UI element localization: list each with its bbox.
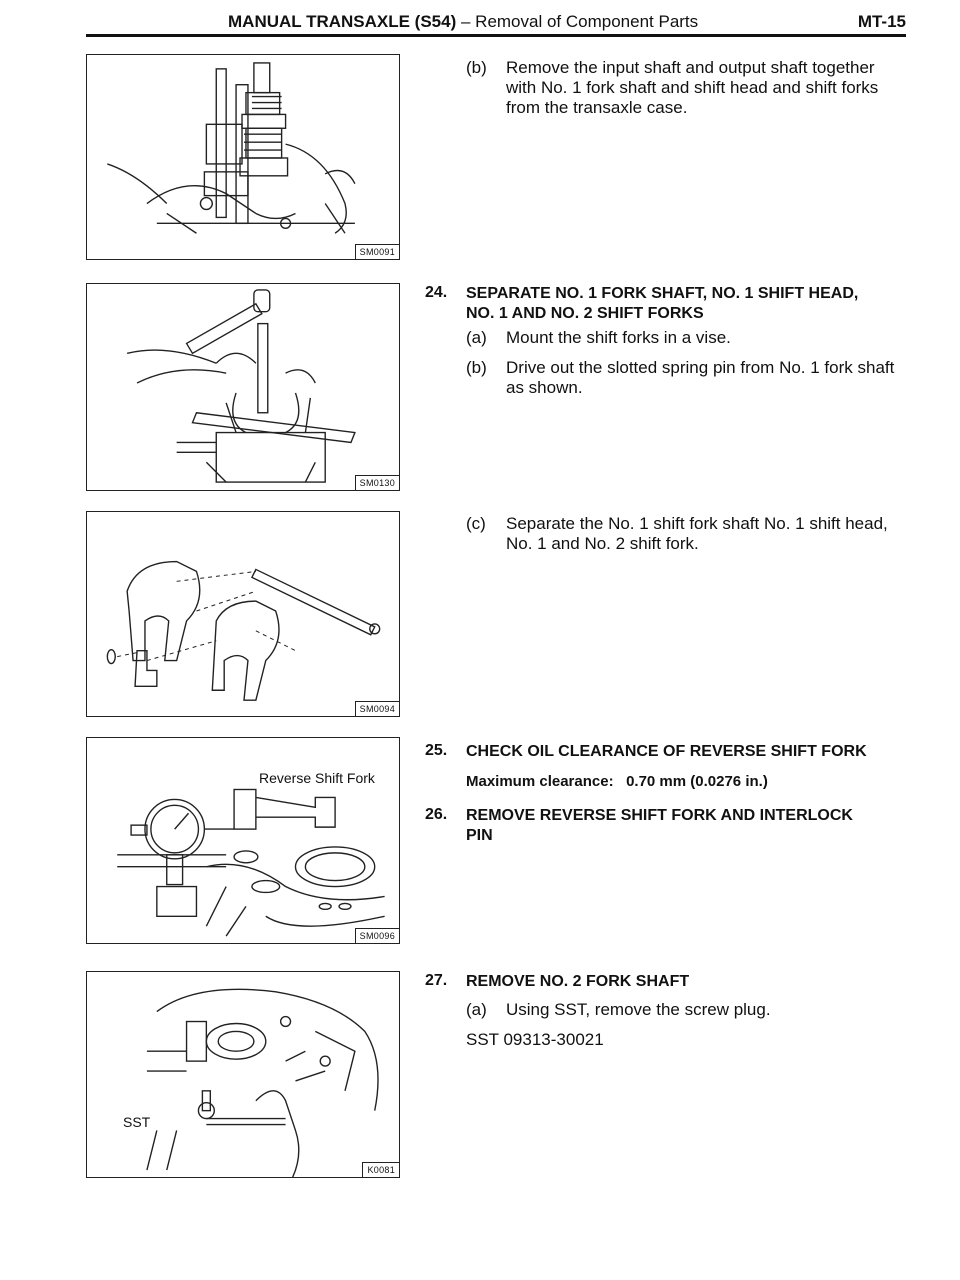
heading-line: REMOVE REVERSE SHIFT FORK AND INTERLOCK <box>466 807 853 824</box>
step-24-heading <box>466 284 916 324</box>
figure-reverse-fork-gauge <box>86 737 400 944</box>
shift-forks-vise-illustration <box>87 284 399 490</box>
figure-code: SM0096 <box>355 928 400 944</box>
sst-number: SST 09313-30021 <box>466 1030 604 1049</box>
step-25-heading: CHECK OIL CLEARANCE OF REVERSE SHIFT FORK <box>466 743 867 760</box>
step-26-number: 26. <box>425 806 448 823</box>
reverse-fork-gauge-illustration <box>87 738 399 943</box>
screw-plug-sst-illustration <box>87 972 399 1177</box>
step-24a-text: Mount the shift forks in a vise. <box>506 328 731 347</box>
figure-transaxle-shafts <box>86 54 400 260</box>
heading-line: SEPARATE NO. 1 FORK SHAFT, NO. 1 SHIFT HEAD, <box>466 285 859 302</box>
step-27-heading: REMOVE NO. 2 FORK SHAFT <box>466 973 690 990</box>
text-line: with No. 1 fork shaft and shift head and shift forks <box>506 78 879 97</box>
page-number: MT-15 <box>857 12 906 31</box>
figure-code: K0081 <box>362 1162 400 1178</box>
reverse-shift-fork-label: Reverse Shift Fork <box>259 770 375 786</box>
exploded-forks-illustration <box>87 512 399 716</box>
figure-screw-plug-sst <box>86 971 400 1178</box>
step-24c-label: (c) <box>466 514 486 533</box>
step-24b-label: (b) <box>466 358 487 377</box>
heading-line: NO. 1 AND NO. 2 SHIFT FORKS <box>466 305 704 322</box>
heading-line: PIN <box>466 827 493 844</box>
text-line: as shown. <box>506 378 583 397</box>
sst-label: SST <box>123 1114 151 1130</box>
step-24a-label: (a) <box>466 328 487 347</box>
figure-code: SM0094 <box>355 701 400 717</box>
step-27a-label: (a) <box>466 1000 487 1019</box>
figure-code: SM0130 <box>355 475 400 491</box>
transaxle-shafts-illustration <box>87 55 399 259</box>
page-title <box>228 12 698 32</box>
title-rest: – Removal of Component Parts <box>456 12 699 31</box>
step-26-heading <box>466 806 916 846</box>
title-bold: MANUAL TRANSAXLE (S54) <box>228 12 457 31</box>
text-line: from the transaxle case. <box>506 98 688 117</box>
step-27a-text: Using SST, remove the screw plug. <box>506 1000 771 1019</box>
figure-exploded-forks <box>86 511 400 717</box>
step-25-number: 25. <box>425 742 448 759</box>
figure-shift-forks-vise <box>86 283 400 491</box>
step-25-spec: Maximum clearance: 0.70 mm (0.0276 in.) <box>466 773 768 790</box>
figure-code: SM0091 <box>355 244 400 260</box>
step-24-number: 24. <box>425 284 448 301</box>
text-line: Remove the input shaft and output shaft together <box>506 58 875 77</box>
step-23b-label: (b) <box>466 58 487 77</box>
text-line: No. 1 and No. 2 shift fork. <box>506 534 699 553</box>
step-27-number: 27. <box>425 972 448 989</box>
text-line: Separate the No. 1 shift fork shaft No. 1 shift head, <box>506 514 888 533</box>
header-rule <box>86 34 906 37</box>
step-24b-text <box>506 358 916 398</box>
step-23b-text <box>506 58 916 118</box>
page-header <box>86 8 906 34</box>
step-24c-text <box>506 514 916 554</box>
text-line: Drive out the slotted spring pin from No. 1 fork shaft <box>506 358 895 377</box>
